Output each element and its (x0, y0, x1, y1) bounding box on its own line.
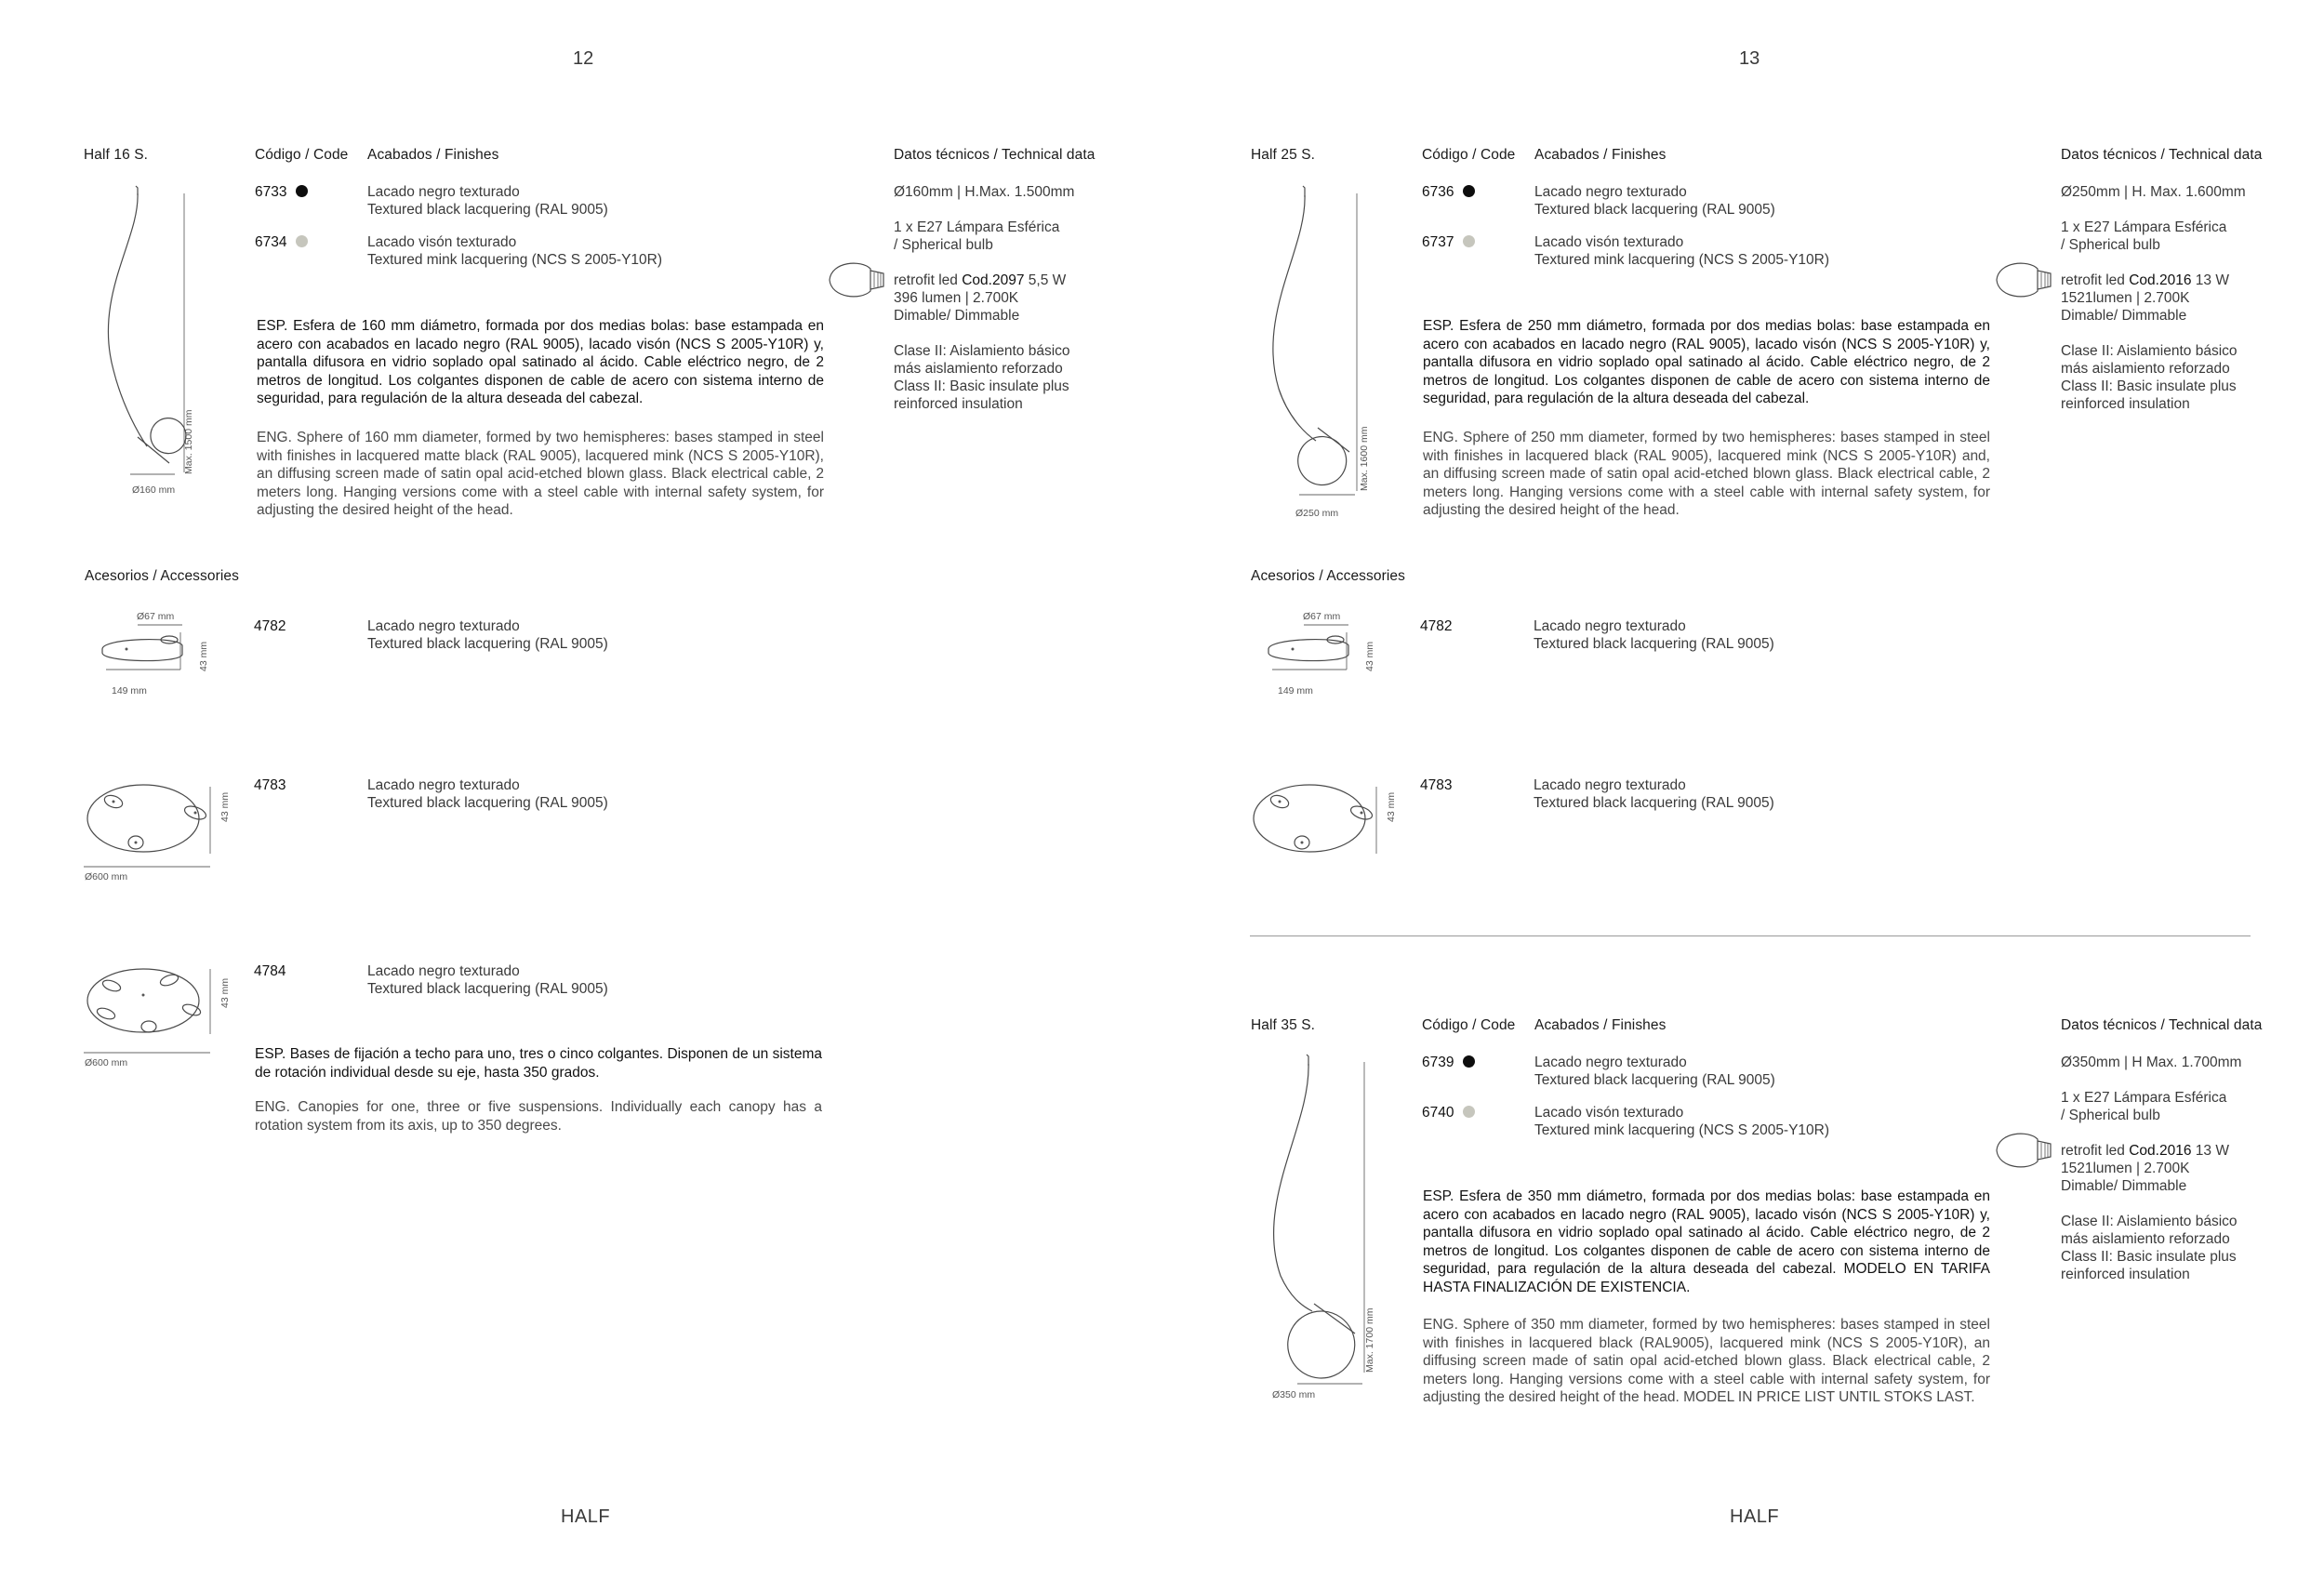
dimension-label: 43 mm (1364, 641, 1375, 671)
variant-finish: Lacado visón texturado Textured mink lacquering (NCS S 2005-Y10R) (367, 234, 663, 268)
black-finish-swatch (296, 185, 308, 197)
canopy-single-diagram (93, 621, 195, 682)
description-esp: ESP. Esfera de 350 mm diámetro, formada por dos medias bolas: base estampada en acero con acabados en lacado negro (RAL 9005), lacado visón (NCS S 2005-Y10R) y, pantalla difusora en vidrio soplado opal satinado al ácido. Cable eléctrico negro, de 2 metros de longitud. Los colgantes disponen de cable de acero con sistema interno de seguridad, para regulación de la altura deseada del cabezal. MODELO EN TARIFA HASTA FINALIZACIÓN DE EXISTENCIA. (1423, 1188, 1990, 1295)
accessory-finish: Lacado negro texturado Textured black lacquering (RAL 9005) (367, 777, 608, 811)
variant-code: 6734 (255, 234, 308, 251)
technical-header: Datos técnicos / Technical data (894, 147, 1096, 163)
accessory-finish: Lacado negro texturado Textured black lacquering (RAL 9005) (1534, 618, 1774, 652)
height-label: Max. 1500 mm (183, 409, 194, 474)
dimension-label: Ø67 mm (1303, 611, 1341, 622)
bulb-icon (1993, 261, 2060, 302)
code-header: Código / Code (255, 147, 349, 163)
code-header: Código / Code (1422, 1017, 1516, 1033)
finishes-header: Acabados / Finishes (1534, 147, 1667, 163)
dimension-label: 43 mm (198, 641, 209, 671)
variant-finish: Lacado negro texturado Textured black lacquering (RAL 9005) (1534, 1055, 1775, 1088)
technical-header: Datos técnicos / Technical data (2061, 147, 2263, 163)
accessory-code: 4782 (1420, 618, 1453, 634)
mink-finish-swatch (1463, 1106, 1475, 1118)
accessories-description-esp: ESP. Bases de fijación a techo para uno, tres o cinco colgantes. Disponen de un sistema de rotación individual desde su eje, hasta 350 grados. (255, 1046, 822, 1081)
black-finish-swatch (1463, 1055, 1475, 1068)
footer-left: HALF (561, 1506, 611, 1527)
accessory-code: 4782 (254, 618, 286, 634)
diameter-label: Ø250 mm (1295, 508, 1339, 519)
canopy-five-diagram (80, 962, 219, 1055)
accessories-description-eng: ENG. Canopies for one, three or five suspensions. Individually each canopy has a rotation system from its axis, up to 350 degrees. (255, 1099, 822, 1134)
dimension-label: 43 mm (219, 791, 231, 822)
description-eng: ENG. Sphere of 250 mm diameter, formed by two hemispheres: bases stamped in steel with finishes in lacquered black (RAL 9005), lacquered mink (NCS S 2005-Y10R) and, an diffusing screen made of satin opal acid-etched blown glass. Black electrical cable, 2 meters long. Hanging versions come with a steel cable with internal safety system, for adjusting the desired height of the head. (1423, 430, 1990, 518)
variant-code: 6739 (1422, 1055, 1475, 1071)
accessories-header: Acesorios / Accessories (1251, 568, 1405, 584)
canopy-triple-diagram (80, 777, 219, 870)
canopy-single-diagram (1259, 621, 1361, 682)
black-finish-swatch (1463, 185, 1475, 197)
technical-data: Ø250mm | H. Max. 1.600mm 1 x E27 Lámpara Esférica / Spherical bulb retrofit led Cod.2016 13 W 1521lumen | 2.700K Dimable/ Dimmable Clase II: Aislamiento básico más aislamiento reforzado Class II: Basic insulate plus reinforced insulation (2061, 184, 2246, 412)
diameter-label: Ø160 mm (132, 484, 176, 496)
description-esp: ESP. Esfera de 160 mm diámetro, formada por dos medias bolas: base estampada en acero con acabados en lacado negro (RAL 9005), lacado visón (NCS S 2005-Y10R) y, pantalla difusora en vidrio soplado opal satinado al ácido. Cable eléctrico negro, de 2 metros de longitud. Los colgantes disponen de cable de acero con sistema interno de seguridad, para regulación de la altura deseada del cabezal. (257, 318, 824, 406)
height-label: Max. 1600 mm (1359, 426, 1370, 491)
variant-finish: Lacado negro texturado Textured black lacquering (RAL 9005) (367, 184, 608, 218)
technical-header: Datos técnicos / Technical data (2061, 1017, 2263, 1033)
dimension-label: 43 mm (219, 977, 231, 1008)
section-divider (1250, 935, 2251, 936)
footer-right: HALF (1730, 1506, 1780, 1527)
accessory-finish: Lacado negro texturado Textured black lacquering (RAL 9005) (367, 963, 608, 997)
dimension-label: 149 mm (112, 685, 147, 697)
accessory-code: 4784 (254, 963, 286, 979)
description-esp: ESP. Esfera de 250 mm diámetro, formada por dos medias bolas: base estampada en acero con acabados en lacado negro (RAL 9005), lacado visón (NCS S 2005-Y10R) y, pantalla difusora en vidrio soplado opal satinado al ácido. Cable eléctrico negro, de 2 metros de longitud. Los colgantes disponen de cable de acero con sistema interno de seguridad, para regulación de la altura deseada del cabezal. (1423, 318, 1990, 406)
variant-code: 6740 (1422, 1105, 1475, 1121)
description-eng: ENG. Sphere of 160 mm diameter, formed by two hemispheres: bases stamped in steel with finishes in lacquered matte black (RAL 9005), lacquered mink (NCS S 2005-Y10R), an diffusing screen made of satin opal acid-etched blown glass. Black electrical cable, 2 meters long. Hanging versions come with a steel cable with internal safety system, for adjusting the desired height of the head. (257, 430, 824, 518)
product-name: Half 25 S. (1251, 147, 1316, 163)
variant-code: 6736 (1422, 184, 1475, 201)
accessory-code: 4783 (254, 777, 286, 793)
height-label: Max. 1700 mm (1364, 1307, 1375, 1373)
finishes-header: Acabados / Finishes (1534, 1017, 1667, 1033)
accessory-finish: Lacado negro texturado Textured black lacquering (RAL 9005) (367, 618, 608, 652)
code-header: Código / Code (1422, 147, 1516, 163)
diameter-label: Ø350 mm (1272, 1389, 1316, 1400)
variant-finish: Lacado visón texturado Textured mink lacquering (NCS S 2005-Y10R) (1534, 1105, 1830, 1138)
bulb-icon (1993, 1132, 2060, 1173)
variant-code: 6737 (1422, 234, 1475, 251)
dimension-label: Ø600 mm (85, 1057, 128, 1068)
canopy-triple-diagram (1246, 777, 1386, 861)
page-number-left: 12 (573, 48, 594, 69)
description-eng: ENG. Sphere of 350 mm diameter, formed by two hemispheres: bases stamped in steel with finishes in lacquered black (RAL9005), lacquered mink (NCS S 2005-Y10R), an diffusing screen made of satin opal acid-etched blown glass. Black electrical cable, 2 meters long. Hanging versions come with a steel cable with internal safety system, for adjusting the desired height of the head. MODEL IN PRICE LIST UNTIL STOKS LAST. (1423, 1317, 1990, 1405)
mink-finish-swatch (1463, 235, 1475, 247)
dimension-label: 149 mm (1278, 685, 1313, 697)
product-name: Half 16 S. (84, 147, 149, 163)
accessory-code: 4783 (1420, 777, 1453, 793)
accessory-finish: Lacado negro texturado Textured black lacquering (RAL 9005) (1534, 777, 1774, 811)
bulb-icon (826, 261, 893, 302)
product-name: Half 35 S. (1251, 1017, 1316, 1033)
variant-code: 6733 (255, 184, 308, 201)
technical-data: Ø350mm | H Max. 1.700mm 1 x E27 Lámpara Esférica / Spherical bulb retrofit led Cod.2016 13 W 1521lumen | 2.700K Dimable/ Dimmable Clase II: Aislamiento básico más aislamiento reforzado Class II: Basic insulate plus reinforced insulation (2061, 1055, 2242, 1282)
mink-finish-swatch (296, 235, 308, 247)
accessories-header: Acesorios / Accessories (85, 568, 239, 584)
dimension-label: Ø600 mm (85, 871, 128, 882)
page-number-right: 13 (1739, 48, 1760, 69)
variant-finish: Lacado visón texturado Textured mink lacquering (NCS S 2005-Y10R) (1534, 234, 1830, 268)
technical-data: Ø160mm | H.Max. 1.500mm 1 x E27 Lámpara Esférica / Spherical bulb retrofit led Cod.2097 5,5 W 396 lumen | 2.700K Dimable/ Dimmable Clase II: Aislamiento básico más aislamiento reforzado Class II: Basic insulate plus reinforced insulation (894, 184, 1075, 412)
variant-finish: Lacado negro texturado Textured black lacquering (RAL 9005) (1534, 184, 1775, 218)
finishes-header: Acabados / Finishes (367, 147, 499, 163)
dimension-label: 43 mm (1386, 791, 1397, 822)
dimension-label: Ø67 mm (137, 611, 175, 622)
